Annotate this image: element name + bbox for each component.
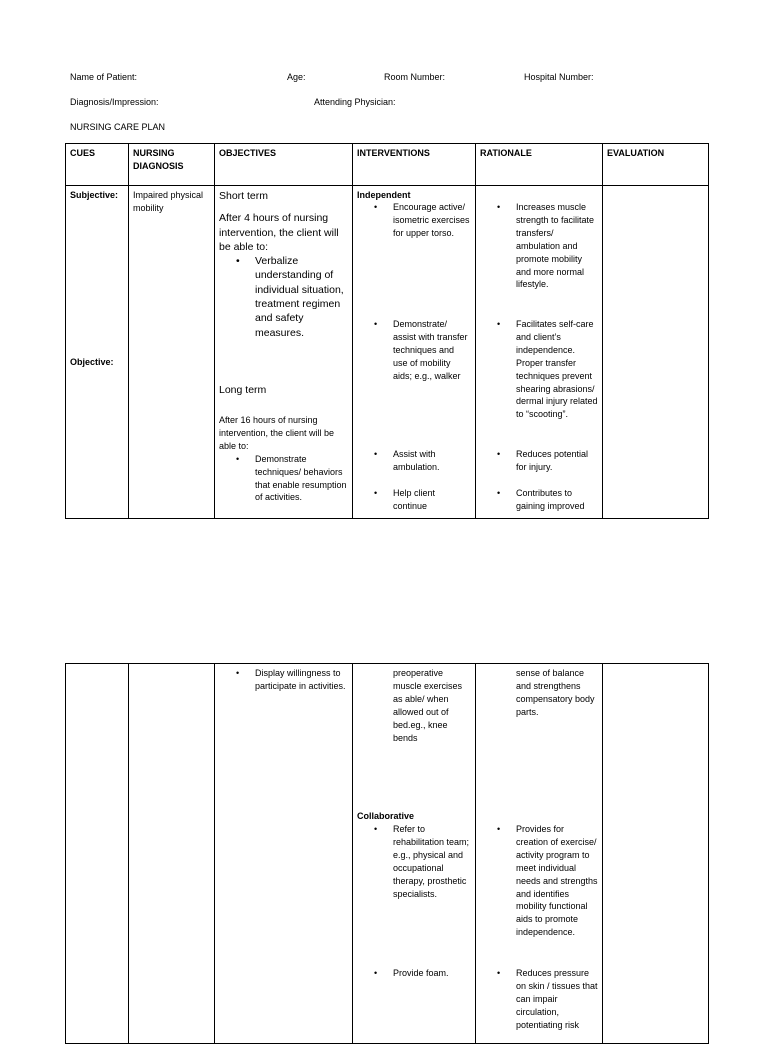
list-item: • Provide foam. [393, 967, 471, 980]
intervention-continued-text: preoperative muscle exercises as able/ when allowed out of bed.eg., knee bends [393, 668, 463, 743]
collaborative-heading: Collaborative [357, 811, 415, 821]
rationale-cell [476, 186, 603, 519]
column-header-diagnosis-line-1: NURSING [133, 148, 175, 158]
list-item: • Increases muscle strength to facilitate transfers/ ambulation and promote mobility and more normal lifestyle. [516, 201, 598, 291]
list-item: • Reduces potential for injury. [516, 448, 598, 474]
care-plan-table-page-2 [65, 663, 709, 1044]
nursing-diagnosis-cell [129, 186, 215, 519]
long-term-title: Long term [219, 384, 267, 396]
column-header-nursing-diagnosis [129, 144, 215, 186]
long-term-list [255, 453, 348, 505]
list-item: • Display willingness to participate in activities. [255, 667, 348, 693]
list-item: • Help client continue [393, 487, 471, 513]
list-item: • Provides for creation of exercise/ activity program to meet individual needs and strengths and identifies mobility functional aids to promote independence. [516, 823, 598, 939]
list-item: • Verbalize understanding of individual situation, treatment regimen and safety measures. [255, 254, 348, 340]
evaluation-cell [603, 664, 709, 1044]
nursing-diagnosis-text: Impaired physical mobility [133, 190, 204, 213]
column-header-interventions: INTERVENTIONS [353, 144, 476, 186]
column-header-diagnosis-line-2: DIAGNOSIS [133, 160, 184, 171]
interventions-cell [353, 664, 476, 1044]
attending-physician-label: Attending Physician: [314, 97, 396, 107]
objectives-continued-list [255, 667, 348, 693]
list-item: • Assist with ambulation. [393, 448, 471, 474]
cues-cell [66, 186, 129, 519]
care-plan-table-page-1 [65, 143, 709, 519]
table-header-row [66, 144, 709, 186]
objectives-cell [215, 186, 353, 519]
list-item: • Reduces pressure on skin / tissues that can impair circulation, potentiating risk [516, 967, 598, 1032]
diagnosis-label: Diagnosis/Impression: [70, 97, 159, 107]
list-item: • Facilitates self-care and client’s independence. Proper transfer techniques prevent shearing abrasions/ dermal injury related to “scooting”. [516, 318, 598, 421]
independent-heading: Independent [357, 190, 411, 200]
column-header-cues: CUES [66, 144, 129, 186]
table-row [66, 186, 709, 519]
interventions-cell [353, 186, 476, 519]
cues-cell [66, 664, 129, 1044]
rationale-cell [476, 664, 603, 1044]
nursing-diagnosis-cell [129, 664, 215, 1044]
list-item: • Demonstrate/ assist with transfer techniques and use of mobility aids; e.g., walker [393, 318, 471, 383]
patient-name-label: Name of Patient: [70, 72, 138, 82]
column-header-objectives: OBJECTIVES [215, 144, 353, 186]
list-item: • Refer to rehabilitation team; e.g., physical and occupational therapy, prosthetic specialists. [393, 823, 471, 900]
long-term-intro: After 16 hours of nursing intervention, the client will be able to: [219, 415, 335, 451]
short-term-list [255, 254, 348, 340]
objectives-cell [215, 664, 353, 1044]
table-row [66, 664, 709, 1044]
column-header-evaluation: EVALUATION [603, 144, 709, 186]
hospital-number-label: Hospital Number: [524, 72, 594, 82]
list-item: • Encourage active/ isometric exercises for upper torso. [393, 201, 471, 240]
short-term-title: Short term [219, 190, 269, 202]
subjective-label: Subjective: [70, 190, 119, 200]
column-header-rationale: RATIONALE [476, 144, 603, 186]
list-item: • Demonstrate techniques/ behaviors that enable resumption of activities. [255, 453, 348, 505]
page-title: NURSING CARE PLAN [70, 122, 166, 132]
age-label: Age: [287, 72, 306, 82]
rationale-continued-text: sense of balance and strengthens compensatory body parts. [516, 668, 595, 717]
room-number-label: Room Number: [384, 72, 446, 82]
list-item: • Contributes to gaining improved [516, 487, 598, 513]
objective-label: Objective: [70, 357, 114, 367]
evaluation-cell [603, 186, 709, 519]
short-term-intro: After 4 hours of nursing intervention, the client will be able to: [219, 212, 339, 253]
